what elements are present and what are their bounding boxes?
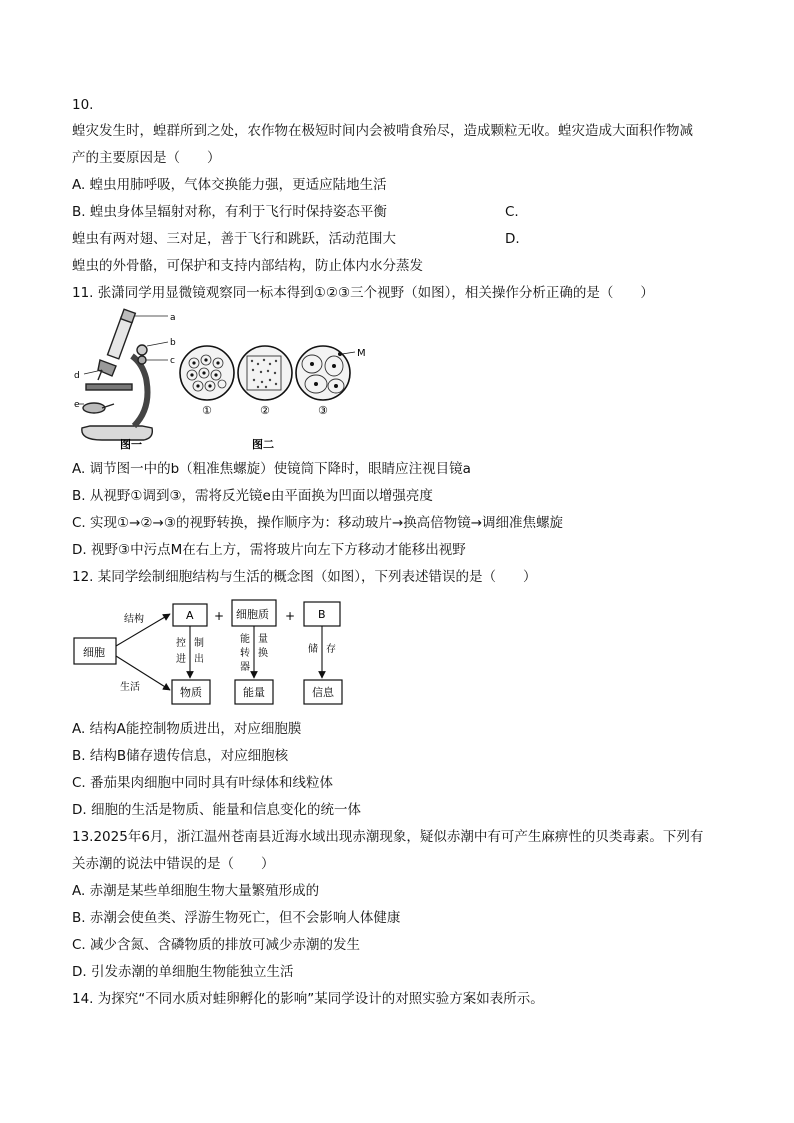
v-store-1: 储 [308, 644, 318, 655]
v-energy-3: 转 [240, 648, 250, 659]
v-energy-5: 器 [240, 662, 250, 673]
plus-1: + [214, 609, 225, 623]
q11-stem: 11. 张潇同学用显微镜观察同一标本得到①②③三个视野（如图），相关操作分析正确的是（ ） [72, 285, 654, 301]
label-e: e [74, 400, 80, 410]
q10-label-d: D. [505, 231, 520, 247]
cell-concept-diagram [72, 594, 372, 712]
q11-option-b: B. 从视野①调到③，需将反光镜e由平面换为凹面以增强亮度 [72, 488, 433, 504]
text-box-a: A [186, 609, 194, 622]
view-1-label: ① [202, 404, 212, 417]
label-b: b [170, 338, 176, 348]
q10-stem-line1: 蝗灾发生时，蝗群所到之处，农作物在极短时间内会被啃食殆尽，造成颗粒无收。蝗灾造成大面积作物减 [72, 123, 693, 139]
label-a: a [170, 313, 176, 323]
text-matter: 物质 [180, 686, 202, 699]
label-d: d [74, 371, 80, 381]
v-energy-4: 换 [258, 648, 268, 659]
v-store-2: 存 [326, 644, 336, 655]
v-control-1: 控 [176, 638, 186, 649]
q12-option-d: D. 细胞的生活是物质、能量和信息变化的统一体 [72, 802, 361, 818]
q14-stem: 14. 为探究“不同水质对蛙卵孵化的影响”某同学设计的对照实验方案如表所示。 [72, 991, 544, 1007]
view-3 [296, 346, 355, 400]
text-energy: 能量 [243, 686, 265, 699]
caption-figure-2: 图二 [252, 438, 274, 451]
label-c: c [170, 356, 175, 366]
text-life: 生活 [120, 682, 140, 693]
q10-option-c: 蝗虫有两对翅、三对足，善于飞行和跳跃，活动范围大 [72, 231, 396, 247]
q12-stem: 12. 某同学绘制细胞结构与生活的概念图（如图），下列表述错误的是（ ） [72, 569, 537, 585]
microscope-figure [72, 308, 372, 453]
text-cell: 细胞 [83, 646, 105, 659]
dirt-spot-m [338, 352, 342, 356]
view-1 [180, 346, 234, 400]
v-control-3: 进 [176, 654, 186, 665]
text-box-b: B [318, 608, 326, 621]
q11-option-d: D. 视野③中污点M在右上方，需将玻片向左下方移动才能移出视野 [72, 542, 466, 558]
v-control-2: 制 [194, 638, 204, 649]
text-info: 信息 [312, 686, 334, 699]
v-control-4: 出 [194, 654, 204, 665]
q13-option-a: A. 赤潮是某些单细胞生物大量繁殖形成的 [72, 883, 320, 899]
q10-number: 10. [72, 97, 94, 113]
q13-option-d: D. 引发赤潮的单细胞生物能独立生活 [72, 964, 294, 980]
v-energy-1: 能 [240, 634, 250, 645]
q12-option-c: C. 番茄果肉细胞中同时具有叶绿体和线粒体 [72, 775, 334, 791]
q13-stem-line1: 13.2025年6月，浙江温州苍南县近海水域出现赤潮现象，疑似赤潮中有可产生麻痹性的贝类毒素。下列有 [72, 829, 704, 845]
q12-option-a: A. 结构A能控制物质进出，对应细胞膜 [72, 721, 302, 737]
q11-option-c: C. 实现①→②→③的视野转换，操作顺序为：移动玻片→换高倍物镜→调细准焦螺旋 [72, 515, 564, 531]
view-2-label: ② [260, 404, 270, 417]
q13-option-b: B. 赤潮会使鱼类、浮游生物死亡，但不会影响人体健康 [72, 910, 401, 926]
q11-option-a: A. 调节图一中的b（粗准焦螺旋）使镜筒下降时，眼睛应注视目镜a [72, 461, 471, 477]
q10-stem-line2: 产的主要原因是（ ） [72, 150, 221, 166]
q10-option-b: B. 蝗虫身体呈辐射对称，有利于飞行时保持姿态平衡 [72, 204, 387, 220]
v-energy-2: 量 [258, 634, 268, 645]
microscope-drawing [78, 309, 168, 440]
q13-stem-line2: 关赤潮的说法中错误的是（ ） [72, 856, 275, 872]
caption-figure-1: 图一 [120, 438, 142, 451]
q13-option-c: C. 减少含氮、含磷物质的排放可减少赤潮的发生 [72, 937, 361, 953]
text-structure: 结构 [124, 614, 144, 625]
q10-option-d: 蝗虫的外骨骼，可保护和支持内部结构，防止体内水分蒸发 [72, 258, 423, 274]
view-2 [238, 346, 292, 400]
q10-label-c: C. [505, 204, 519, 220]
label-m: M [357, 348, 366, 359]
plus-2: + [285, 609, 296, 623]
q10-option-a: A. 蝗虫用肺呼吸，气体交换能力强，更适应陆地生活 [72, 177, 387, 193]
text-cytoplasm: 细胞质 [236, 608, 269, 621]
view-3-label: ③ [318, 404, 328, 417]
q12-option-b: B. 结构B储存遗传信息，对应细胞核 [72, 748, 289, 764]
